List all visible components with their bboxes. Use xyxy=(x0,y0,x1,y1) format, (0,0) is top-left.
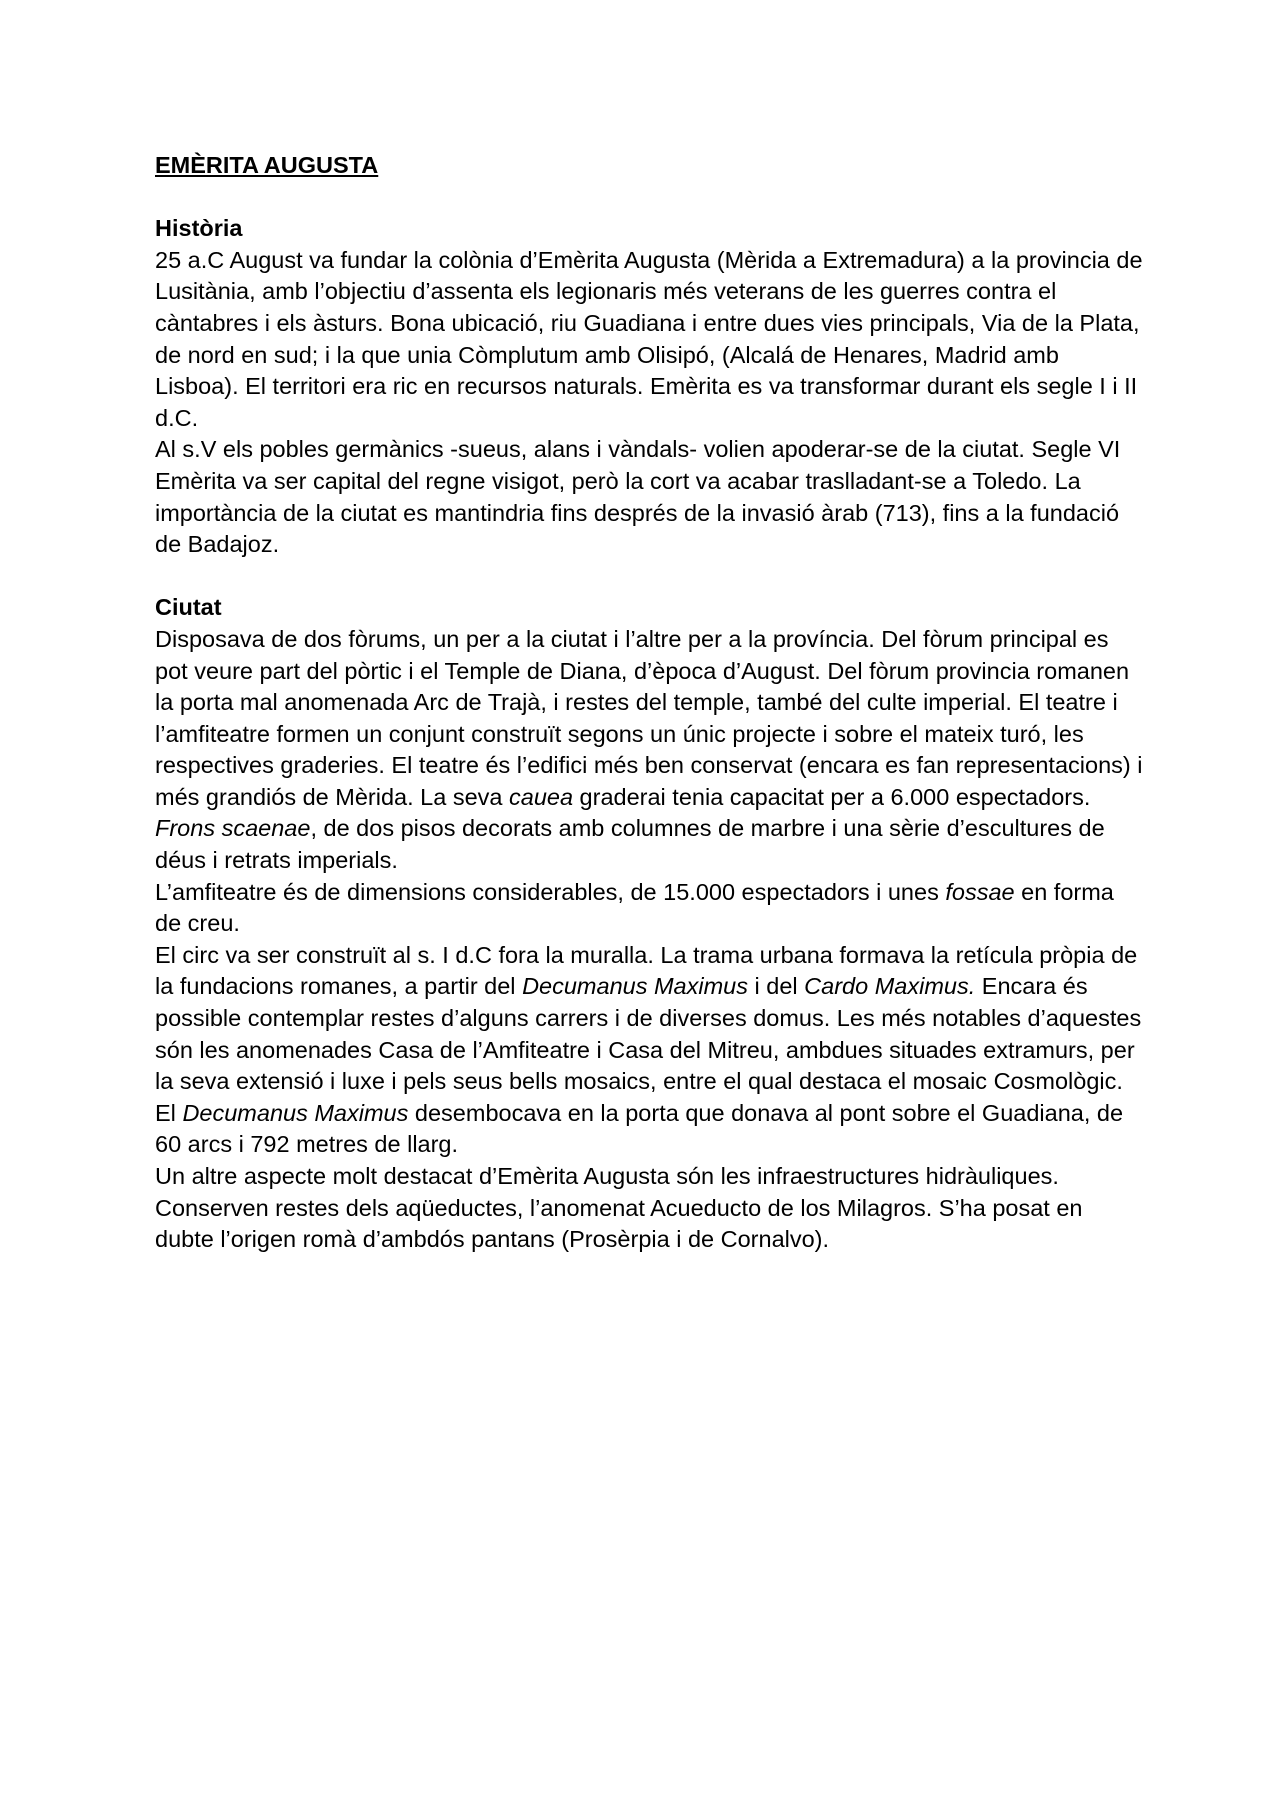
italic-text-run: Frons scaenae xyxy=(155,815,311,842)
text-run: graderai tenia capacitat per a 6.000 espectadors. xyxy=(573,783,1091,810)
text-run: Disposava de dos fòrums, un per a la ciutat i l’altre per a la província. Del fòrum principal es pot veure part del pòrtic i el Temple de Diana, d’època d’August. Del fòrum provincia romanen la porta mal anomenada Arc de Trajà, i restes del temple, també del culte imperial. El teatre i l’amfiteatre formen un conjunt construït segons un únic projecte i sobre el mateix turó, les respectives graderies. El teatre és l’edifici més ben conservat (encara es fan representacions) i més grandiós de Mèrida. La seva xyxy=(155,625,1143,810)
text-run: i del xyxy=(748,973,805,1000)
section-ciutat xyxy=(155,592,1145,1255)
document-page xyxy=(155,150,1145,1256)
text-run: El circ va ser construït al s. I d.C fora la muralla. La trama urbana formava la retícula pròpia de la fundacions romanes, a partir del xyxy=(155,941,1138,1000)
italic-text-run: fossae xyxy=(945,878,1015,905)
spacer xyxy=(155,182,1145,214)
document-body xyxy=(155,213,1145,1256)
text-run: , de dos pisos decorats amb columnes de marbre i una sèrie d’escultures de déus i retrats imperials. xyxy=(155,815,1105,874)
paragraph xyxy=(155,877,1145,940)
italic-text-run: Decumanus Maximus xyxy=(522,973,748,1000)
text-run: L’amfiteatre és de dimensions considerables, de 15.000 espectadors i unes xyxy=(155,878,946,905)
paragraph xyxy=(155,1161,1145,1256)
italic-text-run: Decumanus Maximus xyxy=(182,1099,409,1126)
document-title: EMÈRITA AUGUSTA xyxy=(155,152,379,178)
paragraph xyxy=(155,624,1145,877)
paragraph xyxy=(155,434,1145,560)
text-run: en forma de creu. xyxy=(155,878,1114,937)
text-run: desembocava en la porta que donava al pont sobre el Guadiana, de 60 arcs i 792 metres de llarg. xyxy=(155,1099,1124,1158)
section-heading: Ciutat xyxy=(155,594,222,621)
paragraph xyxy=(155,940,1145,1161)
text-run: 25 a.C August va fundar la colònia d’Emèrita Augusta (Mèrida a Extremadura) a la provincia de Lusitània, amb l’objectiu d’assenta els legionaris més veterans de les guerres contra el càntabres i els àsturs. Bona ubicació, riu Guadiana i entre dues vies principals, Via de la Plata, de nord en sud; i la que unia Còmplutum amb Olisipó, (Alcalá de Henares, Madrid amb Lisboa). El territori era ric en recursos naturals. Emèrita es va transformar durant els segle I i II d.C. xyxy=(155,246,1143,431)
section-heading: Història xyxy=(155,215,243,242)
text-run: Un altre aspecte molt destacat d’Emèrita Augusta són les infraestructures hidràuliques. Conserven restes dels aqüeductes, l’anomenat Acueducto de los Milagros. S’ha posat en dubte l’origen romà d’ambdós pantans (Prosèrpia i de Cornalvo). xyxy=(155,1163,1083,1253)
section-hist-ria xyxy=(155,213,1145,561)
paragraph xyxy=(155,245,1145,435)
spacer xyxy=(155,561,1145,593)
text-run: Encara és possible contemplar restes d’alguns carrers i de diverses domus. Les més notables d’aquestes són les anomenades Casa de l’Amfiteatre i Casa del Mitreu, ambdues situades extramurs, per la seva extensió i luxe i pels seus bells mosaics, entre el qual destaca el mosaic Cosmològic. El xyxy=(155,973,1142,1126)
text-run: Al s.V els pobles germànics -sueus, alans i vàndals- volien apoderar-se de la ciutat. Segle VI Emèrita va ser capital del regne visigot, però la cort va acabar traslladant-se a Toledo. La importància de la ciutat es mantindria fins després de la invasió àrab (713), fins a la fundació de Badajoz. xyxy=(155,436,1121,558)
italic-text-run: Cardo Maximus. xyxy=(804,973,976,1000)
italic-text-run: cauea xyxy=(509,783,574,810)
